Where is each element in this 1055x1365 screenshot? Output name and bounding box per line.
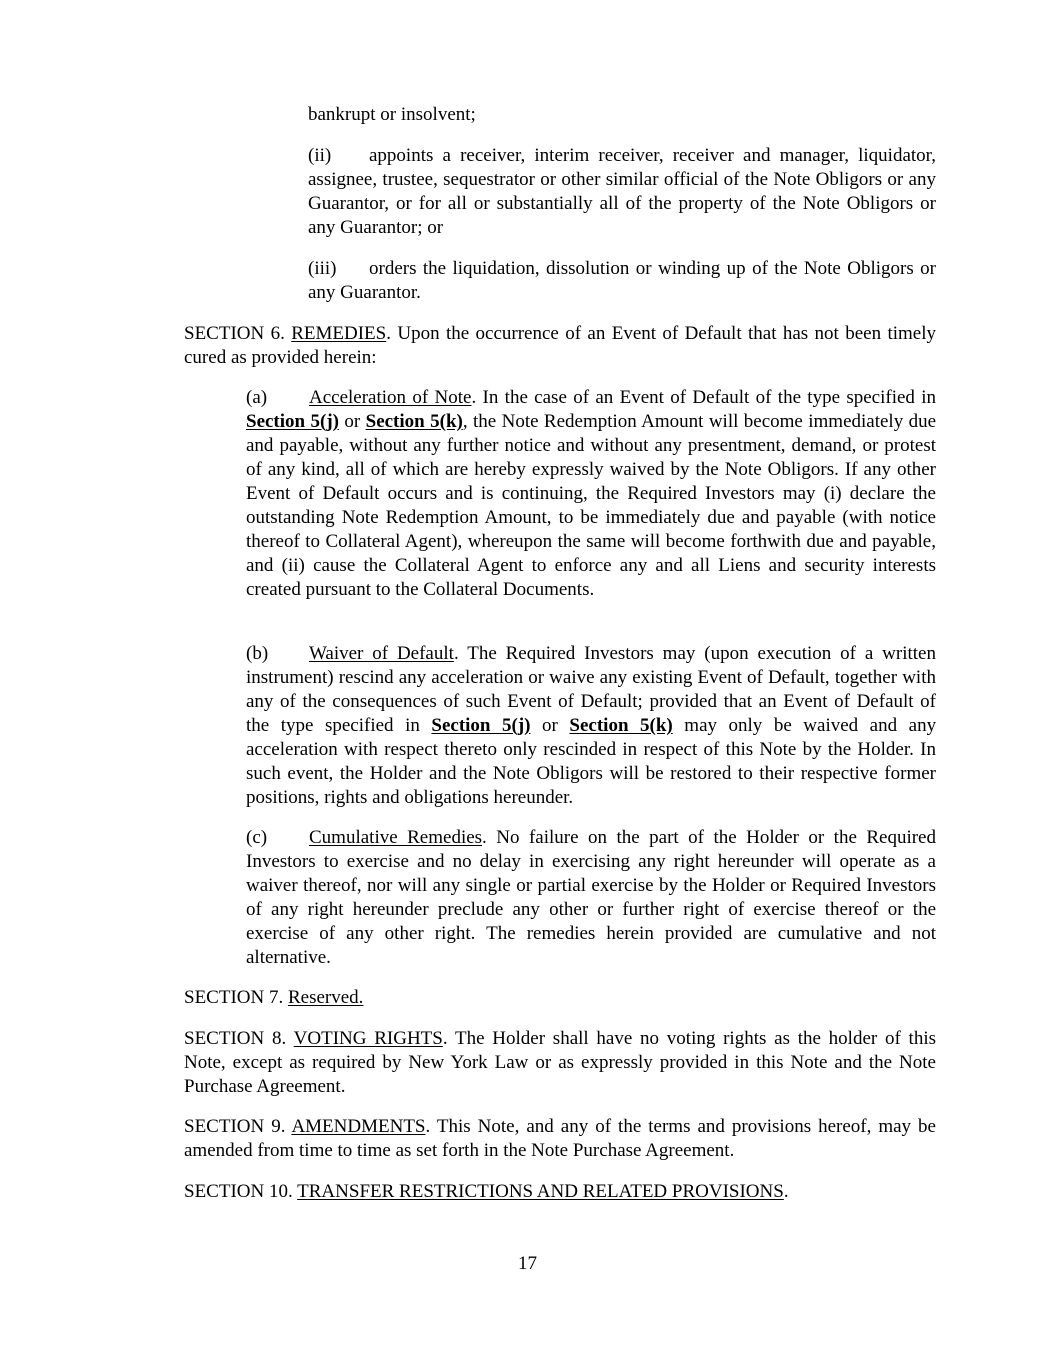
section-6a-ref-5j: Section 5(j): [246, 411, 339, 432]
section-10-title: TRANSFER RESTRICTIONS AND RELATED PROVISIONS: [297, 1181, 784, 1202]
clause-iii-label: (iii): [308, 258, 337, 279]
section-6b-ref-5j: Section 5(j): [431, 715, 531, 736]
section-6c-label: (c): [246, 827, 268, 848]
section-6-number: SECTION 6.: [184, 323, 285, 344]
section-6c-heading: Cumulative Remedies: [309, 827, 483, 848]
section-8: SECTION 8. VOTING RIGHTS. The Holder shall have no voting rights as the holder of this Note, except as required by New York Law or as expressly provided in this Note and the Note Purchase Agreement.: [184, 1028, 936, 1097]
clause-ii: (ii) appoints a receiver, interim receiver, receiver and manager, liquidator, assignee, trustee, sequestrator or other similar official of the Note Obligors or any Guarantor, or for all or substantially all of the property of the Note Obligors or any Guarantor; or: [308, 145, 936, 238]
section-6b-label: (b): [246, 643, 269, 664]
section-6a-ref-5k: Section 5(k): [365, 411, 463, 432]
section-10-number: SECTION 10.: [184, 1181, 293, 1202]
section-6a: (a) Acceleration of Note. In the case of an Event of Default of the type specified in Section 5(j) or Section 5(k), the Note Redemption Amount will become immediately due and payable, without any further notice and without any presentment, demand, or protest of any kind, all of which are hereby expressly waived by the Note Obligors. If any other Event of Default occurs and is continuing, the Required Investors may (i) declare the outstanding Note Redemption Amount, to be immediately due and payable (with notice thereof to Collateral Agent), whereupon the same will become forthwith due and payable, and (ii) cause the Collateral Agent to enforce any and all Liens and security interests created pursuant to the Collateral Documents.: [246, 387, 937, 600]
section-8-number: SECTION 8.: [184, 1028, 287, 1049]
section-6b-ref-5k: Section 5(k): [569, 715, 673, 736]
page-number: 17: [518, 1253, 537, 1274]
section-9: SECTION 9. AMENDMENTS. This Note, and any of the terms and provisions hereof, may be amended from time to time as set forth in the Note Purchase Agreement.: [184, 1116, 936, 1161]
section-6a-label: (a): [246, 387, 268, 408]
clause-iii: (iii) orders the liquidation, dissolution or winding up of the Note Obligors or any Guarantor.: [308, 258, 936, 303]
section-9-title: AMENDMENTS: [291, 1116, 426, 1137]
section-8-title: VOTING RIGHTS: [293, 1028, 443, 1049]
section-6b: (b) Waiver of Default. The Required Investors may (upon execution of a written instrument) rescind any acceleration or waive any existing Event of Default, together with any of the consequences of such Event of Default; provided that an Event of Default of the type specified in Section 5(j) or Section 5(k) may only be waived and any acceleration with respect thereto only rescinded in respect of this Note by the Holder. In such event, the Holder and the Note Obligors will be restored to their respective former positions, rights and obligations hereunder.: [246, 643, 937, 808]
section-6a-heading: Acceleration of Note: [309, 387, 472, 408]
section-7-title: Reserved.: [287, 987, 364, 1008]
continuation-text: bankrupt or insolvent;: [308, 104, 476, 125]
section-6b-heading: Waiver of Default: [309, 643, 454, 664]
section-9-number: SECTION 9.: [184, 1116, 286, 1137]
section-10: SECTION 10. TRANSFER RESTRICTIONS AND RELATED PROVISIONS.: [184, 1181, 789, 1202]
section-7: [184, 986, 936, 1010]
section-7-number: SECTION 7.: [184, 987, 284, 1008]
section-6: SECTION 6. REMEDIES. Upon the occurrence of an Event of Default that has not been timely cured as provided herein:: [184, 323, 936, 368]
clause-ii-label: (ii): [308, 145, 332, 166]
section-6c: (c) Cumulative Remedies. No failure on the part of the Holder or the Required Investors to exercise and no delay in exercising any right hereunder will operate as a waiver thereof, nor will any single or partial exercise by the Holder or Required Investors of any right hereunder preclude any other or further right of exercise thereof or the exercise of any other right. The remedies herein provided are cumulative and not alternative.: [246, 827, 936, 968]
section-6-title: REMEDIES: [291, 323, 387, 344]
